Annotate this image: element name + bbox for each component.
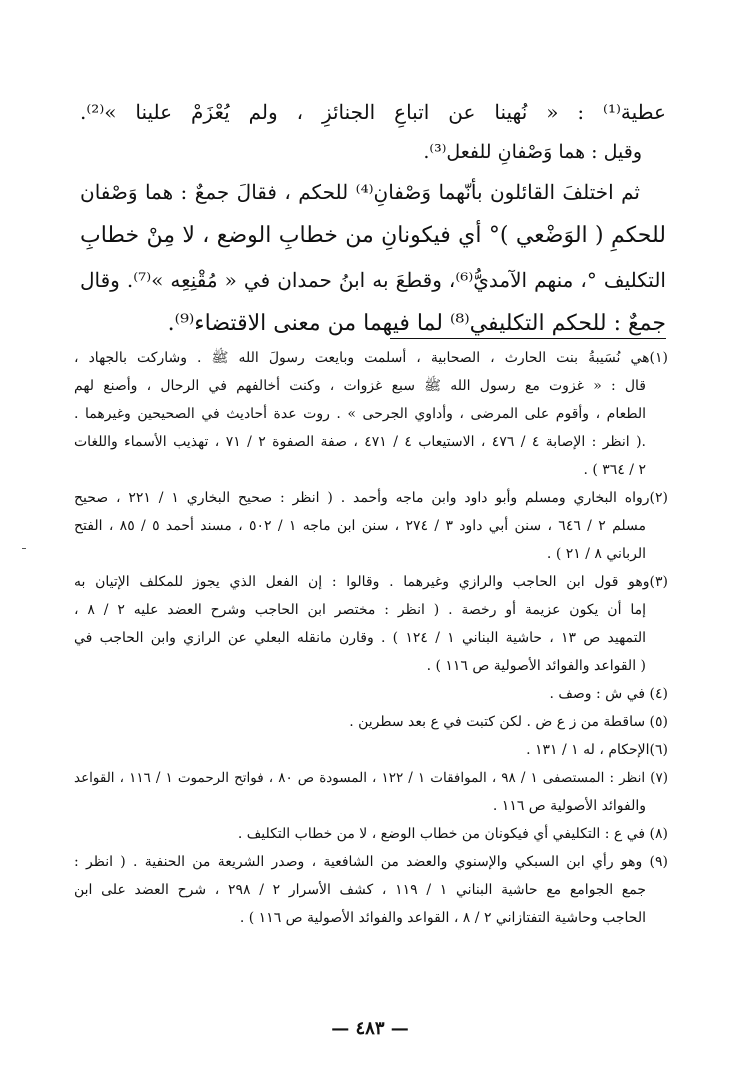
- footnote-separator: [390, 338, 666, 339]
- footnote-line: (١)هي نُسَيبةُ بنت الحارث ، الصحابية ، أسلمت وبايعت رسولَ الله ﷺ . وشاركت بالجهاد ،: [74, 350, 668, 366]
- main-text-line: جمعٌ : للحكم التكليفي⁽⁸⁾ لما فيهما من معنى الاقتضاء⁽⁹⁾.: [167, 311, 666, 336]
- footnote-line: والفوائد الأصولية ص ١١٦ .: [492, 798, 646, 814]
- footnote-line: الحاجب وحاشية التفتازاني ٢ / ٨ ، القواعد والفوائد الأصولية ص ١١٦ ) .: [239, 910, 646, 926]
- scan-artifact: [22, 548, 26, 549]
- page-number: — ٤٨٣ —: [331, 1018, 409, 1039]
- footnote-line: (٢)رواه البخاري ومسلم وأبو داود وابن ماجه وأحمد . ( انظر : صحيح البخاري ١ / ٢٢١ ، صحيح: [74, 490, 668, 506]
- footnote-9: [74, 848, 668, 932]
- footnote-line: الرباني ٨ / ٢١ ) .: [546, 546, 646, 562]
- main-text-line: وقيل : هما وَصْفانِ للفعل⁽³⁾.: [423, 141, 642, 163]
- footnote-5: [74, 708, 668, 736]
- main-text-line: عطية⁽¹⁾ : « نُهينا عن اتباعِ الجنائزِ ، ولم يُعْزَمْ علينا »⁽²⁾.: [80, 100, 666, 124]
- footnote-line: ٢ / ٣٦٤ ) .: [583, 462, 646, 478]
- footnote-line: (٥) ساقطة من ز ع ض . لكن كتبت في ع بعد سطرين .: [349, 714, 668, 730]
- footnote-3: [74, 568, 668, 680]
- footnote-line: إما أن يكون عزيمة أو رخصة . ( انظر : مختصر ابن الحاجب وشرح العضد عليه ٢ / ٨ ،: [74, 602, 646, 618]
- footnote-1: [74, 344, 668, 484]
- footnote-line: .( انظر : الإصابة ٤ / ٤٧٦ ، الاستيعاب ٤ / ٤٧١ ، صفة الصفوة ٢ / ٧١ ، تهذيب الأسماء واللغات: [74, 434, 646, 450]
- footnote-line: التمهيد ص ١٣ ، حاشية البناني ١ / ١٢٤ ) . وقارن مانقله البعلي عن الرازي وابن الحاجب في: [74, 630, 646, 646]
- footnote-line: قال : « غزوت مع رسول الله ﷺ سبع غزوات ، وكنت أخالفهم في الرحال ، وأصنع لهم: [74, 378, 646, 394]
- main-text-line: للحكمِ ( الوَضْعي )° أي فيكونانِ من خطابِ الوضع ، لا مِنْ خطابِ: [80, 223, 666, 248]
- footnote-line: (٨) في ع : التكليفي أي فيكونان من خطاب الوضع ، لا من خطاب التكليف .: [237, 826, 668, 842]
- footnote-4: [74, 680, 668, 708]
- footnotes: [74, 344, 668, 932]
- footnote-line: (٧) انظر : المستصفى ١ / ٩٨ ، الموافقات ١ / ١٢٢ ، المسودة ص ٨٠ ، فواتح الرحموت ١ / ١١٦ ، القواعد: [74, 770, 668, 786]
- footnote-line: (٦)الإحكام ، له ١ / ١٣١ .: [526, 742, 668, 758]
- footnote-line: ( القواعد والفوائد الأصولية ص ١١٦ ) .: [426, 658, 646, 674]
- footnote-line: جمع الجوامع مع حاشية البناني ١ / ١١٩ ، كشف الأسرار ٢ / ٢٩٨ ، شرح العضد على ابن: [74, 882, 647, 898]
- footnote-line: (٩) وهو رأي ابن السبكي والإسنوي والعضد من الشافعية ، وصدر الشريعة من الحنفية . ( انظر :: [74, 854, 668, 870]
- main-text-line: ثم اختلفَ القائلون بأنّهما وَصْفانِ⁽⁴⁾ للحكم ، فقالَ جمعٌ : هما وَصْفان: [80, 180, 640, 204]
- main-text-line: التكليف °، منهم الآمديُّ⁽⁶⁾، وقطعَ به ابنُ حمدان في « مُقْنِعِه »⁽⁷⁾. وقال: [80, 268, 666, 292]
- footnote-line: (٤) في ش : وصف .: [549, 686, 668, 702]
- footnote-2: [74, 484, 668, 568]
- footnote-8: [74, 820, 668, 848]
- main-text: [80, 90, 666, 346]
- footnote-6: [74, 736, 668, 764]
- footnote-line: الطعام ، وأقوم على المرضى ، وأداوي الجرحى » . روت عدة أحاديث في الصحيحين وغيرهما .: [74, 406, 646, 422]
- footnote-line: مسلم ٢ / ٦٤٦ ، سنن أبي داود ٣ / ٢٧٤ ، سنن ابن ماجه ١ / ٥٠٢ ، مسند أحمد ٥ / ٨٥ ، الفتح: [74, 518, 647, 534]
- footnote-7: [74, 764, 668, 820]
- footnote-line: (٣)وهو قول ابن الحاجب والرازي وغيرهما . وقالوا : إن الفعل الذي يجوز للمكلف الإتيان به: [74, 574, 668, 590]
